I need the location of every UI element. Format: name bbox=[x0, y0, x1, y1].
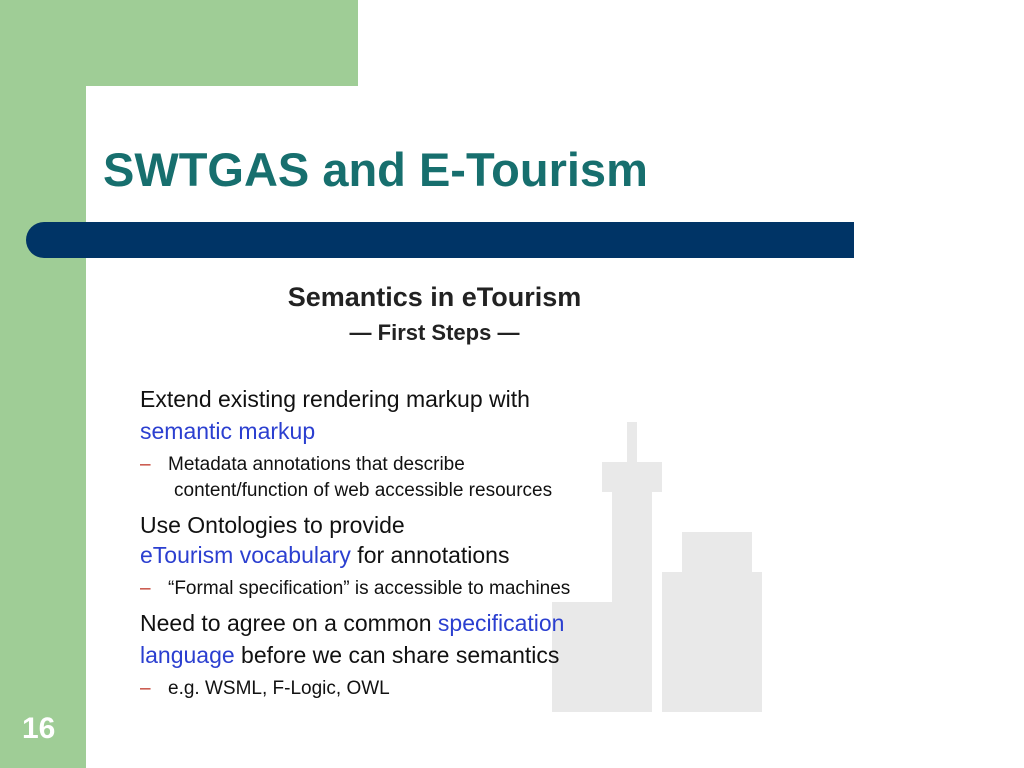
content-subheading: — First Steps — bbox=[349, 320, 520, 345]
point-3-line-1 bbox=[140, 610, 564, 637]
sub-point-3 bbox=[140, 678, 390, 700]
point-3-rest-text: before we can share semantics bbox=[234, 642, 560, 668]
dash-marker: – bbox=[140, 454, 151, 475]
point-1-line-1: Extend existing rendering markup with bbox=[140, 386, 530, 412]
sub-point-3-text: e.g. WSML, F-Logic, OWL bbox=[168, 678, 390, 699]
point-3-blue-text-2: language bbox=[140, 642, 235, 668]
point-2-blue-text: eTourism vocabulary bbox=[140, 542, 351, 568]
sub-point-1-line-2: content/function of web accessible resources bbox=[174, 480, 553, 501]
point-2-rest-text: for annotations bbox=[350, 542, 510, 568]
slide-number: 16 bbox=[22, 712, 56, 745]
sidebar-green-column bbox=[0, 0, 86, 768]
point-2-line-1: Use Ontologies to provide bbox=[140, 512, 405, 538]
dash-marker: – bbox=[140, 678, 151, 699]
sub-point-2-text: “Formal specification” is accessible to machines bbox=[168, 578, 571, 599]
sub-point-2 bbox=[140, 578, 570, 600]
point-2-line-2 bbox=[140, 542, 509, 569]
sub-point-1-line-1 bbox=[140, 454, 465, 476]
content-heading: Semantics in eTourism bbox=[287, 282, 582, 312]
slide-content-image bbox=[122, 272, 762, 712]
building-watermark bbox=[532, 422, 762, 712]
dash-marker: – bbox=[140, 578, 151, 599]
slide-title: SWTGAS and E-Tourism bbox=[103, 143, 648, 196]
point-1-line-2: semantic markup bbox=[140, 418, 316, 444]
top-green-block bbox=[0, 0, 358, 86]
point-3-line-2 bbox=[140, 642, 559, 669]
point-3-start-text: Need to agree on a common bbox=[140, 610, 438, 636]
point-3-blue-text-1: specification bbox=[437, 610, 565, 636]
sub-point-1-text: Metadata annotations that describe bbox=[168, 454, 465, 475]
title-underline-bar bbox=[26, 222, 854, 258]
